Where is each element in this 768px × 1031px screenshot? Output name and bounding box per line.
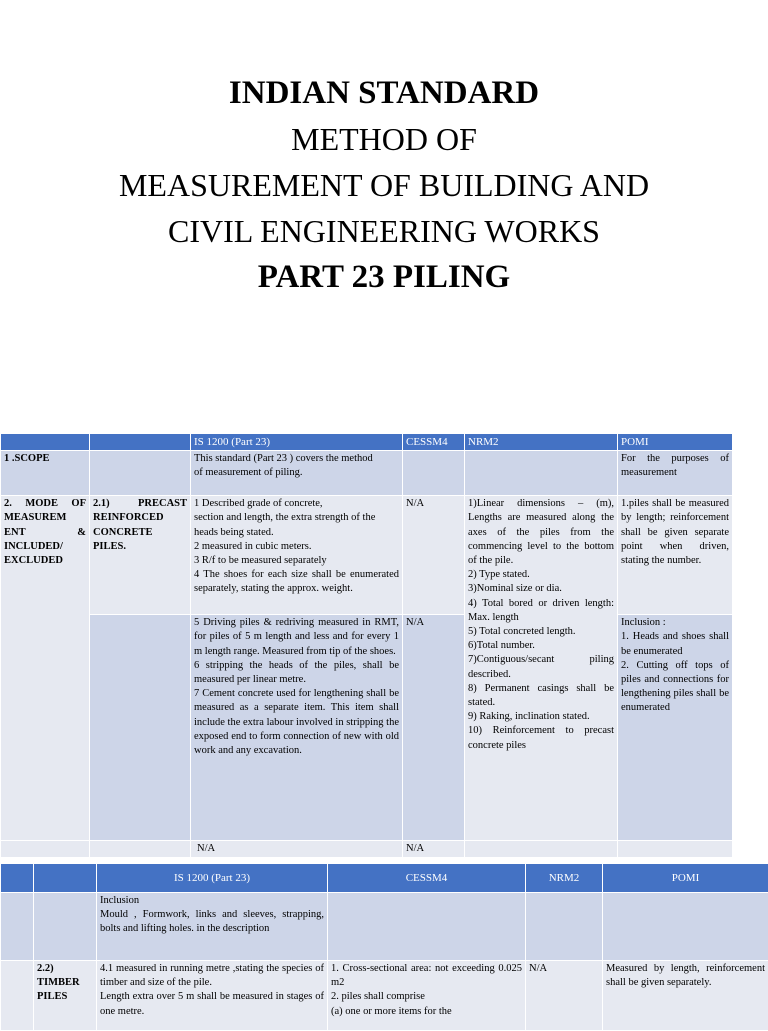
- comparison-table-2: [0, 863, 768, 1031]
- mode-nrm2: 1)Linear dimensions – (m), Lengths are measured along the axes of the piles from the commencing level to the bottom of the pile. 2) Type stated. 3)Nominal size or dia. 4) Total bored or driven length: Max. length 5) Total concreted length. 6)Total number. 7)Contiguous/secant piling described. 8) Permanent casings shall be stated. 9) Raking, inclination stated. 10) Reinforcement to precast concrete piles: [465, 496, 618, 841]
- inclusion-head: Inclusion: [100, 894, 324, 908]
- pomi-inclusion-text: 1. Heads and shoes shall be enumerated 2. Cutting off tops of piles and connections for lengthening piles shall be enumerated: [621, 630, 729, 715]
- comparison-table-1: [0, 433, 733, 858]
- mode-is1200-b: 5 Driving piles & redriving measured in RMT, for piles of 5 m length and less and for every 1 m length range. Measured from tip of the shoes. 6 stripping the heads of the piles, shall be measured per linear metre. 7 Cement concrete used for lengthening shall be measured as a separate item. This item shall include the extra labour involved in stripping the exposed end to form connection of new with old work and any excavation.: [191, 615, 403, 841]
- empty-cell: [403, 451, 465, 496]
- header-cell: CESSM4: [403, 434, 465, 451]
- table-row: [1, 496, 733, 615]
- table-header-row: [1, 864, 768, 893]
- timber-nrm2: N/A: [526, 961, 603, 1031]
- empty-cell: [34, 893, 97, 961]
- header-cell: POMI: [618, 434, 733, 451]
- title-line-4: CIVIL ENGINEERING WORKS: [0, 208, 768, 254]
- title-line-5: PART 23 PILING: [0, 254, 768, 300]
- header-cell: NRM2: [526, 864, 603, 893]
- mode-label: 2. MODE OF MEASUREM ENT & INCLUDED/ EXCLUDED: [1, 496, 90, 841]
- empty-cell: [328, 893, 526, 961]
- timber-is1200: 4.1 measured in running metre ,stating the species of timber and size of the pile. Length extra over 5 m shall be measured in stages of one metre.: [97, 961, 328, 1031]
- empty-cell: [1, 893, 34, 961]
- header-cell: IS 1200 (Part 23): [97, 864, 328, 893]
- header-cell: CESSM4: [328, 864, 526, 893]
- timber-label: 2.2) TIMBER PILES: [34, 961, 97, 1031]
- header-cell: [1, 434, 90, 451]
- table-header-row: [1, 434, 733, 451]
- mode-cessm-a: N/A: [403, 496, 465, 615]
- empty-cell: [465, 841, 618, 858]
- title-line-1: INDIAN STANDARD: [0, 70, 768, 116]
- mode-pomi-b-cell: [618, 615, 733, 841]
- empty-cell: [526, 893, 603, 961]
- inclusion-text: Mould , Formwork, links and sleeves, strapping, bolts and lifting holes. in the description: [100, 908, 324, 936]
- mode-pomi-a: 1.piles shall be measured by length; reinforcement shall be given separate point when driven, stating the number.: [618, 496, 733, 615]
- empty-cell: [618, 841, 733, 858]
- scope-label: 1 .SCOPE: [1, 451, 90, 496]
- table-row: [1, 893, 768, 961]
- table-row: [1, 961, 768, 1031]
- timber-pomi: Measured by length, reinforcement shall be given separately.: [603, 961, 768, 1031]
- mode-is1200-a: 1 Described grade of concrete, section and length, the extra strength of the heads being stated. 2 measured in cubic meters. 3 R/f to be measured separately 4 The shoes for each size shall be enumerated separately, stating the approx. weight.: [191, 496, 403, 615]
- last-is1200: N/A: [191, 841, 403, 858]
- header-cell: POMI: [603, 864, 768, 893]
- empty-cell: [90, 841, 191, 858]
- mode-sub-label: 2.1) PRECAST REINFORCED CONCRETE PILES.: [90, 496, 191, 615]
- empty-cell: [1, 961, 34, 1031]
- table-row: [1, 451, 733, 496]
- empty-cell: [1, 841, 90, 858]
- title-block: [0, 70, 768, 300]
- header-cell: NRM2: [465, 434, 618, 451]
- scope-is1200: This standard (Part 23 ) covers the method of measurement of piling.: [191, 451, 403, 496]
- header-cell: [1, 864, 34, 893]
- inclusion-cell: [97, 893, 328, 961]
- header-cell: IS 1200 (Part 23): [191, 434, 403, 451]
- scope-pomi: For the purposes of measurement: [618, 451, 733, 496]
- table-row: [1, 615, 733, 841]
- timber-cessm: 1. Cross-sectional area: not exceeding 0.025 m2 2. piles shall comprise (a) one or more items for the: [328, 961, 526, 1031]
- last-cessm: N/A: [403, 841, 465, 858]
- empty-cell: [90, 615, 191, 841]
- title-line-3: MEASUREMENT OF BUILDING AND: [0, 162, 768, 208]
- empty-cell: [603, 893, 768, 961]
- empty-cell: [465, 451, 618, 496]
- header-cell: [90, 434, 191, 451]
- title-line-2: METHOD OF: [0, 116, 768, 162]
- table-row: [1, 841, 733, 858]
- empty-cell: [90, 451, 191, 496]
- mode-cessm-b: N/A: [403, 615, 465, 841]
- pomi-inclusion-head: Inclusion :: [621, 616, 729, 630]
- header-cell: [34, 864, 97, 893]
